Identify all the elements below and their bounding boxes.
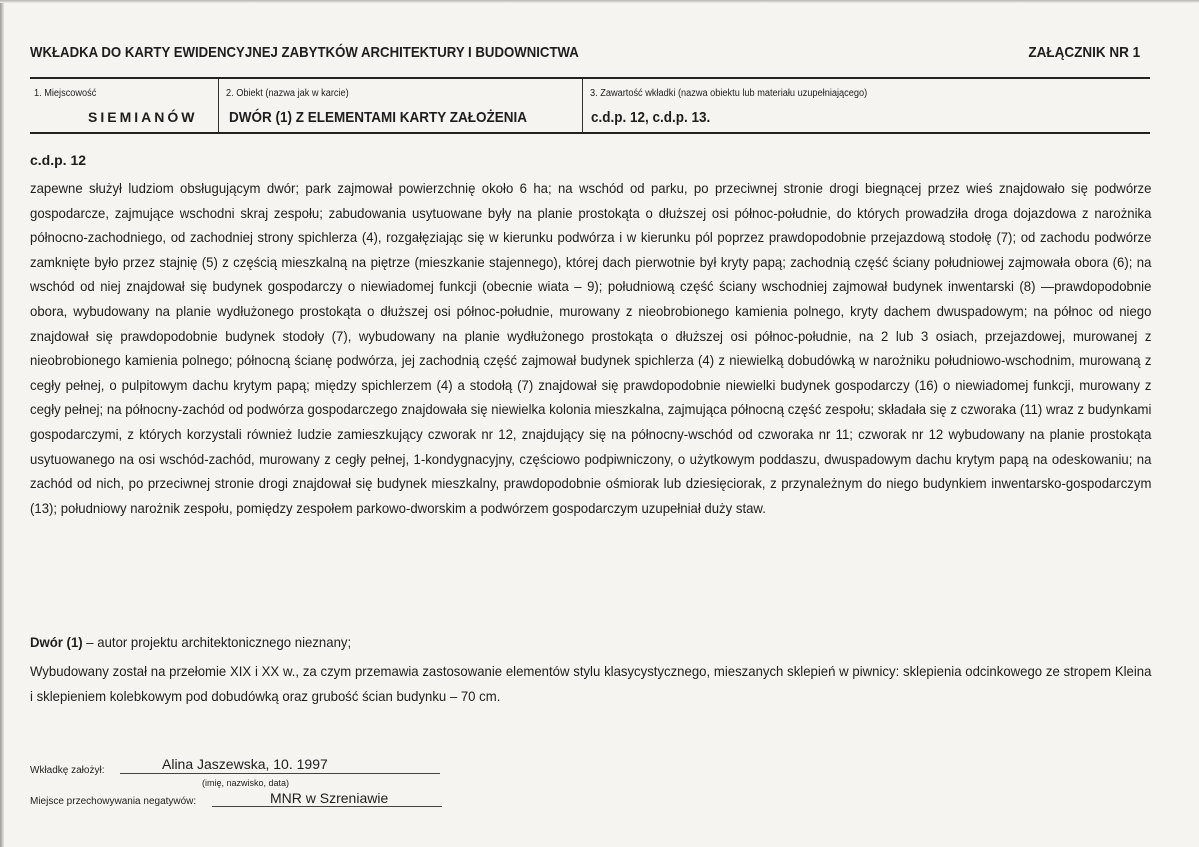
contents-cell xyxy=(582,79,1151,132)
object-label: 2. Obiekt (nazwa jak w karcie) xyxy=(226,88,349,99)
document-header xyxy=(30,44,1150,68)
section-heading: c.d.p. 12 xyxy=(30,152,87,168)
object-value: DWÓR (1) Z ELEMENTAMI KARTY ZAŁOŻENIA xyxy=(229,109,527,126)
document-title: WKŁADKA DO KARTY EWIDENCYJNEJ ZABYTKÓW ARCHITEKTURY I BUDOWNICTWA xyxy=(30,44,579,61)
locality-cell xyxy=(30,79,216,132)
annex-number: ZAŁĄCZNIK NR 1 xyxy=(1028,44,1140,61)
manor-heading: Dwór (1) xyxy=(30,634,83,650)
contents-value: c.d.p. 12, c.d.p. 13. xyxy=(591,109,711,126)
manor-author-line xyxy=(30,634,351,650)
author-label: Wkładkę założył: xyxy=(30,765,105,776)
scan-edge-top xyxy=(0,0,1199,3)
description-paragraph: zapewne służył ludziom obsługującym dwór; park zajmował powierzchnię około 6 ha; na wschód od parku, po przeciwnej stronie drogi biegnącej przez wieś znajdowało się podwórze gospodarcze, zajmujące wschodni skraj zespołu; zabudowania usytuowane były na planie prostokąta o dłuższej osi północ-południe, do których prowadziła droga dojazdowa z narożnika północno-zachodniego, od zachodniej strony spichlerza (4), rozgałęziając się w kierunku podwórza i w kierunku pól poprzez prawdopodobnie przejazdową stodołę (7); od zachodu podwórze zamknięte było przez stajnię (5) z częścią mieszkalną na piętrze (mieszkanie stajennego), której dach pierwotnie był kryty papą; zachodnią część ściany południowej zajmowała obora (6); na wschód od niej znajdował się budynek gospodarczy o niewiadomej funkcji (obecnie wiata – 9); południową część ściany wschodniej zajmował budynek inwentarski (8) —prawdopodobnie obora, wybudowany na planie wydłużonego prostokąta o dłuższej osi północ-południe, murowany z nieobrobionego kamienia polnego, kryty dachem dwuspadowym; na północ od niego znajdował się prawdopodobnie budynek stodoły (7), wybudowany na planie wydłużonego prostokąta o dłuższej osi północ-południe, na 2 lub 3 osiach, przejazdowej, murowanej z nieobrobionego kamienia polnego; północną ścianę podwórza, jej zachodnią część zajmował budynek spichlerza (4) z niewielką dobudówką w narożniku południowo-wschodnim, murowaną z cegły pełnej, o pulpitowym dachu krytym papą; między spichlerzem (4) a stodołą (7) znajdował się prawdopodobnie niewielki budynek gospodarczy (16) o niewiadomej funkcji, murowany z cegły pełnej; na północny-zachód od podwórza gospodarczego znajdowała się niewielka kolonia mieszkalna, zajmująca północną część zespołu; składała się z czworaka (11) wraz z budynkami gospodarczymi, z których korzystali również ludzie zamieszkujący czworak nr 12, znajdujący się na północny-wschód od czworaka nr 11; czworak nr 12 wybudowany na planie prostokąta usytuowanego na osi wschód-zachód, murowany z cegły pełnej, 1-kondygnacyjny, częściowo podpiwniczony, o użytkowym poddaszu, dwuspadowym dachu krytym papą na odeskowaniu; na zachód od nich, po przeciwnej stronie drogi znajdował się budynek mieszkalny, prawdopodobnie ośmiorak lub dziesięciorak, z przynależnym do niego budynkiem inwentarsko-gospodarczym (13); południowy narożnik zespołu, pomiędzy zespołem parkowo-dworskim a podwórzem gospodarczym uzupełniał duży staw. xyxy=(30,180,1152,516)
contents-label: 3. Zawartość wkładki (nazwa obiektu lub materiału uzupełniającego) xyxy=(590,88,868,99)
author-signature-line xyxy=(120,773,440,774)
history-paragraph: Wybudowany został na przełomie XIX i XX w., za czym przemawia zastosowanie elementów stylu klasycystycznego, mieszanych sklepień w piwnicy: sklepienia odcinkowego ze stropem Kleina i sklepieniem kolebkowym pod dobudówką oraz grubość ścian budynku – 70 cm. xyxy=(30,663,1152,704)
header-fields-table xyxy=(30,79,1150,132)
storage-signature-line xyxy=(212,806,442,807)
author-hint: (imię, nazwisko, data) xyxy=(202,778,290,788)
manor-author-text: – autor projektu architektonicznego nieznany; xyxy=(82,634,352,650)
locality-label: 1. Miejscowość xyxy=(34,88,97,99)
locality-value: SIEMIANÓW xyxy=(88,109,198,125)
storage-label: Miejsce przechowywania negatywów: xyxy=(30,796,197,807)
object-cell xyxy=(218,79,583,132)
storage-value: MNR w Szreniawie xyxy=(270,790,389,806)
scan-edge xyxy=(0,0,4,847)
description-body xyxy=(30,176,1151,520)
author-value: Alina Jaszewska, 10. 1997 xyxy=(162,756,328,772)
history-body xyxy=(30,659,1151,709)
table-bottom-rule xyxy=(30,132,1150,134)
